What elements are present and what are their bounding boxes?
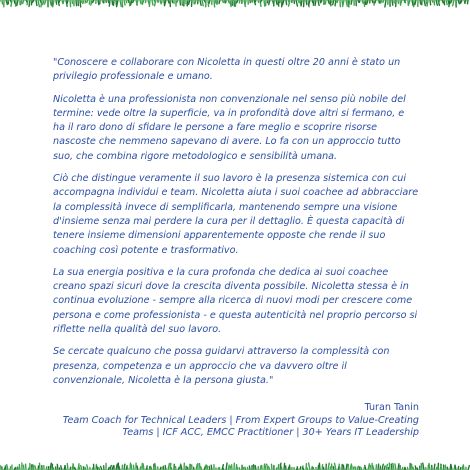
testimonial-author-role-line-1: Team Coach for Technical Leaders | From Expert Groups to Value-Creating	[62, 415, 419, 427]
testimonial-paragraph-4: La sua energia positiva e la cura profonda che dedica ai suoi coachee creano spazi sicuri dove la crescita diventa possibile. Nicoletta stessa è in continua evoluzione - sempre alla ricerca di nuovi modi per crescere come persona e come professionista - e questa autenticità nel proprio percorso si riflette nella qualità del suo lavoro.	[53, 266, 418, 336]
grass-border-top	[0, 0, 470, 8]
testimonial-paragraph-1: "Conoscere e collaborare con Nicoletta in questi oltre 20 anni è stato un privilegio professionale e umano.	[53, 57, 401, 83]
testimonial-author: Turan Tanin	[364, 402, 419, 414]
testimonial-paragraph-5: Se cercate qualcuno che possa guidarvi attraverso la complessità con presenza, competenza e un approccio che va davvero oltre il convenzionale, Nicoletta è la persona giusta."	[53, 346, 390, 386]
testimonial-paragraph-3: Ciò che distingue veramente il suo lavoro è la presenza sistemica con cui accompagna individui e team. Nicoletta aiuta i suoi coachee ad abbracciare la complessità invece di semplificarla, mantenendo sempre una visione d'insieme senza mai perdere la cura per il dettaglio. È questa capacità di tenere insieme dimensioni apparentemente opposte che rende il suo coaching così potente e trasformativo.	[53, 173, 419, 256]
testimonial-paragraph-2: Nicoletta è una professionista non convenzionale nel senso più nobile del termine: vede oltre la superficie, va in profondità dove altri si fermano, e ha il raro dono di sfidare le persone a fare meglio e scoprire risorse nascoste che nemmeno sapevano di avere. Lo fa con un approccio tutto suo, che combina rigore metodologico e sensibilità umana.	[53, 93, 406, 162]
grass-border-bottom	[0, 462, 470, 470]
testimonial-body	[53, 56, 419, 438]
testimonial-author-role-line-2: Teams | ICF ACC, EMCC Practitioner | 30+ Years IT Leadership	[122, 427, 419, 439]
